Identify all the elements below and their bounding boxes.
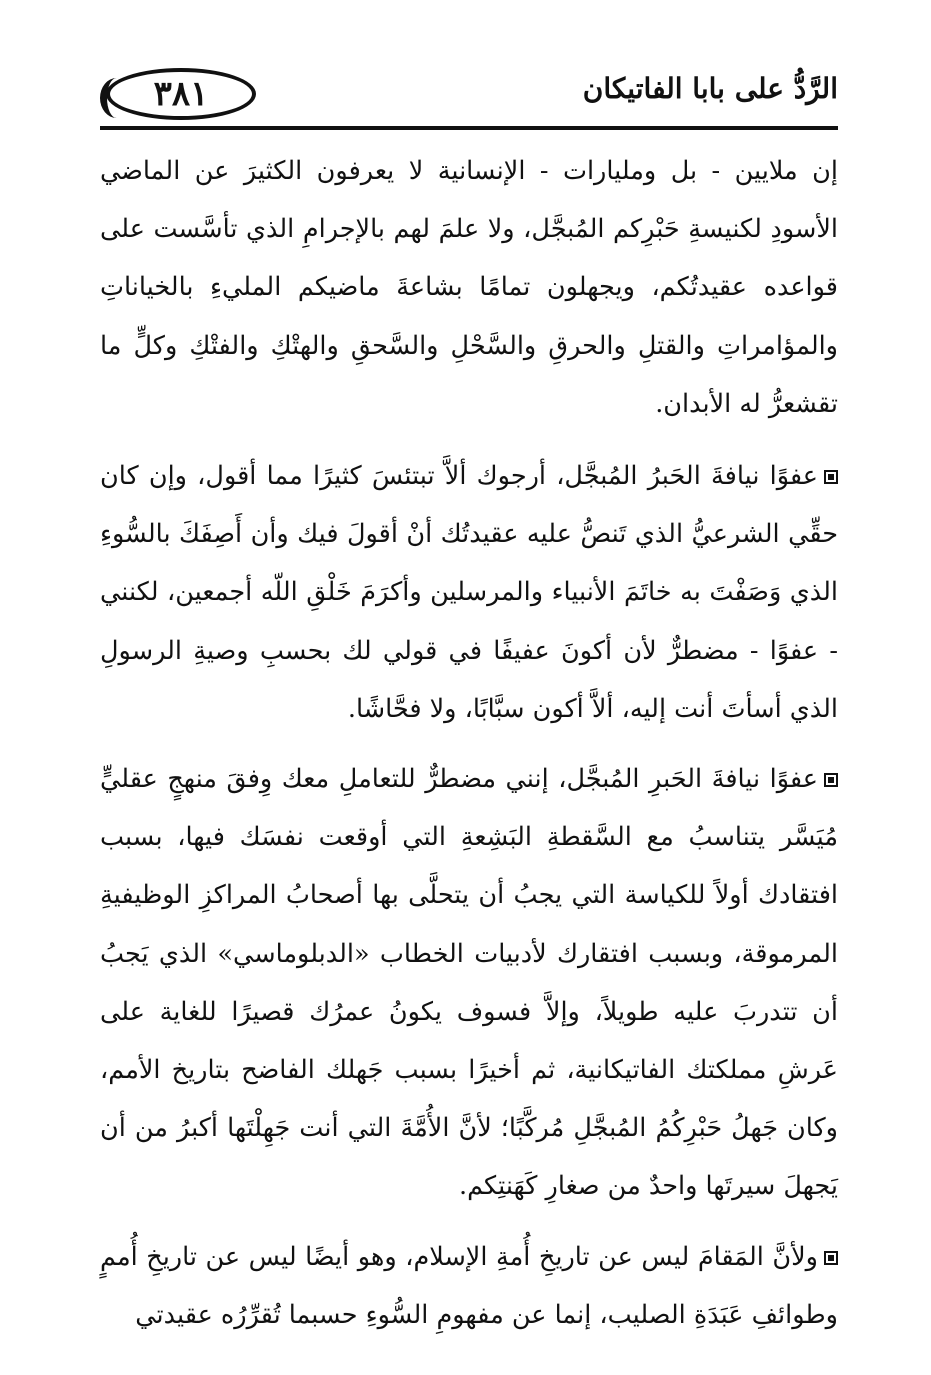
page-header [100, 68, 838, 128]
paragraph-3 [100, 750, 838, 1216]
paragraph-text: عفوًا نيافةَ الحَبرُ المُبجَّل، أرجوك ألاَّ تبتئسَ كثيرًا مما أقول، وإن كان حقِّي الشرعيُّ الذي تَنصُّ عليه عقيدتُك أنْ أقولَ فيك وأن أَصِفَكَ بالسُّوءِ الذي وَصَفْتَ به خاتَمَ الأنبياء والمرسلين وأكرَمَ خَلْقِ اللّه أجمعين، لكنني - عفوًا - مضطرٌّ لأن أكونَ عفيفًا في قولي لك بحسبِ وصيةِ الرسولِ الذي أسأتَ أنت إليه، ألاَّ أكون سبَّابًا، ولا فحَّاشًا. [100, 461, 838, 724]
paragraph-1 [100, 142, 838, 433]
paragraph-text: إن ملايين - بل ومليارات - الإنسانية لا يعرفون الكثيرَ عن الماضي الأسودِ لكنيسةِ حَبْرِكم المُبجَّل، ولا علمَ لهم بالإجرامِ الذي تأسَّست على قواعده عقيدتُكم، ويجهلون تمامًا بشاعةَ ماضيكم المليءِ بالخياناتِ والمؤامراتِ والقتلِ والحرقِ والسَّحْلِ والسَّحقِ والهتْكِ والفتْكِ وكلٍّ ما تقشعرُّ له الأبدان. [100, 156, 838, 419]
paragraph-4 [100, 1228, 838, 1344]
paragraph-text: ولأنَّ المَقامَ ليس عن تاريخِ أُمةِ الإسلام، وهو أيضًا ليس عن تاريخِ أُممٍ وطوائفِ عَبَدَةِ الصليب، إنما عن مفهومِ السُّوءِ حسبما تُقرِّرُه عقيدتي [100, 1241, 838, 1330]
body-text [100, 142, 838, 1356]
square-bullet-icon [824, 470, 838, 484]
paragraph-text: عفوًا نيافةَ الحَبرِ المُبجَّل، إنني مضطرٌّ للتعاملِ معك وِفقَ منهجٍ عقليٍّ مُيَسَّر يتناسبُ مع السَّقطةِ البَشِعةِ التي أوقعت نفسَك فيها، بسبب افتقادك أولاً للكياسة التي يجبُ أن يتحلَّى بها أصحابُ المراكزِ الوظيفيةِ المرموقة، وبسبب افتقارك لأدبيات الخطاب «الدبلوماسي» الذي يَجبُ أن تتدربَ عليه طويلاً، وإلاَّ فسوف يكونُ عمرُك قصيرًا للغاية على عَرشِ مملكتك الفاتيكانية، ثم أخيرًا بسبب جَهلك الفاضح بتاريخ الأمم، وكان جَهلُ حَبْرِكُمُ المُبجَّلِ مُركَّبًا؛ لأنَّ الأُمَّةَ التي أنت جَهِلْتَها أكبرُ من أن يَجهلَ سيرتَها واحدٌ من صغارِ كَهَنتِكم. [100, 764, 838, 1202]
header-divider [100, 126, 838, 130]
running-title: الرَّدُّ على بابا الفاتيكان [582, 72, 838, 105]
square-bullet-icon [824, 773, 838, 787]
paragraph-2 [100, 447, 838, 738]
page-number: ٣٨١ [106, 68, 256, 120]
square-bullet-icon [824, 1251, 838, 1265]
